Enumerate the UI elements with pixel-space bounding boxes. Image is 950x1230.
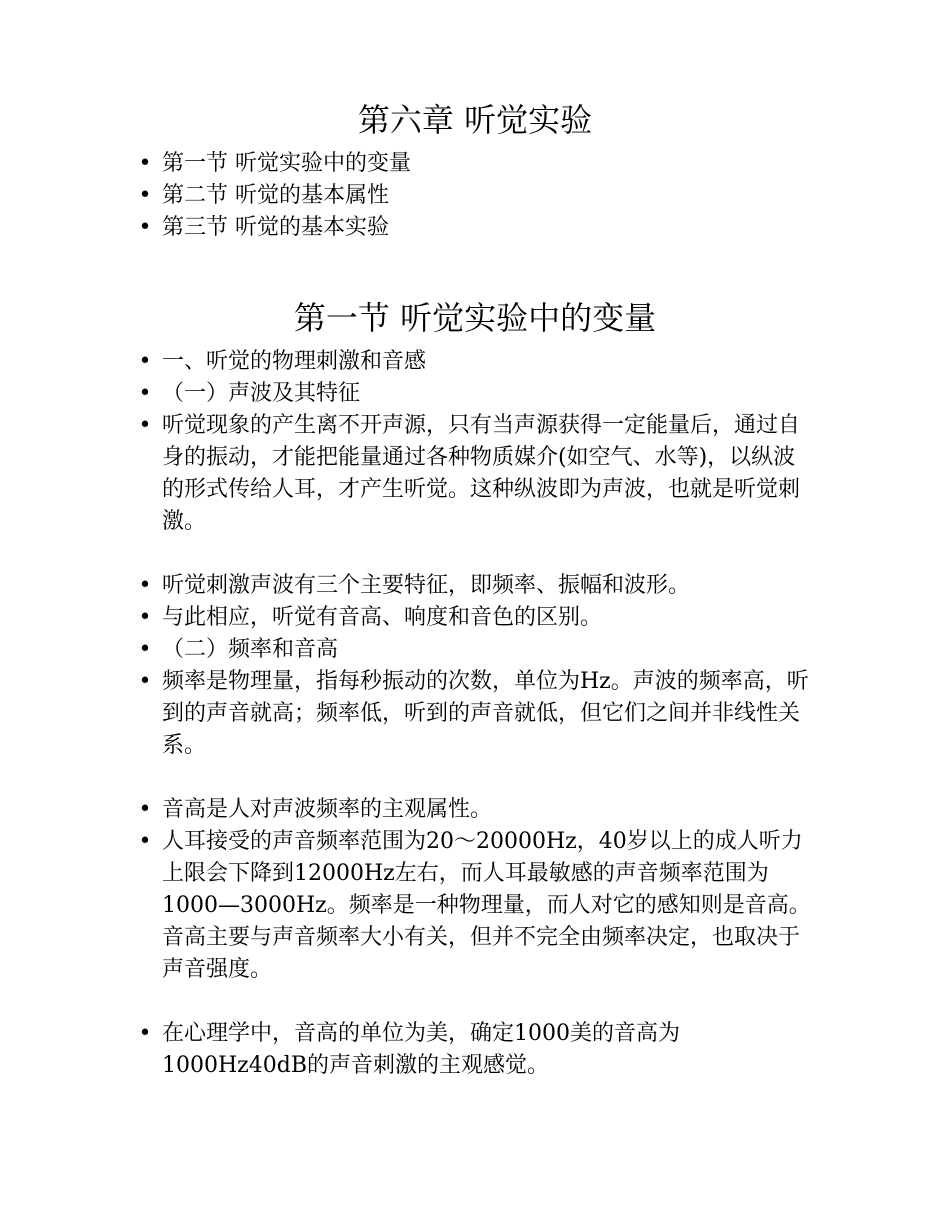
section-title: 第一节 听觉实验中的变量 bbox=[293, 299, 657, 337]
toc-item bbox=[0, 180, 812, 212]
list-item bbox=[0, 346, 812, 378]
toc-item bbox=[0, 212, 812, 244]
list-item bbox=[0, 570, 812, 602]
toc-item-text: 第三节 听觉的基本实验 bbox=[162, 215, 389, 240]
list-item-text: 与此相应，听觉有音高、响度和音色的区别。 bbox=[162, 605, 603, 630]
bullet-icon: • bbox=[138, 349, 152, 374]
list-item bbox=[0, 634, 812, 666]
list-item bbox=[0, 794, 812, 826]
bullet-icon: • bbox=[138, 215, 152, 240]
toc-item bbox=[0, 148, 812, 180]
list-item bbox=[0, 666, 812, 762]
list-item-text: 在心理学中，音高的单位为美，确定1000美的音高为1000Hz40dB的声音刺激的主观感觉。 bbox=[162, 1021, 680, 1078]
list-item-text: （一）声波及其特征 bbox=[162, 381, 361, 406]
list-item bbox=[0, 378, 812, 410]
list-item bbox=[0, 410, 812, 538]
list-item-text: （二）频率和音高 bbox=[162, 637, 339, 662]
toc-item-text: 第二节 听觉的基本属性 bbox=[162, 183, 389, 208]
list-item-text: 听觉现象的产生离不开声源，只有当声源获得一定能量后，通过自身的振动，才能把能量通过各种物质媒介(如空气、水等)，以纵波的形式传给人耳，才产生听觉。这种纵波即为声波，也就是听觉刺激。 bbox=[162, 413, 801, 534]
list-item bbox=[0, 826, 812, 986]
list-item-text: 频率是物理量，指每秒振动的次数，单位为Hz。声波的频率高，听到的声音就高；频率低，听到的声音就低，但它们之间并非线性关系。 bbox=[162, 669, 809, 758]
bullet-icon: • bbox=[138, 797, 152, 822]
list-item-text: 音高是人对声波频率的主观属性。 bbox=[162, 797, 493, 822]
bullet-icon: • bbox=[138, 573, 152, 598]
list-item bbox=[0, 602, 812, 634]
bullet-icon: • bbox=[138, 637, 152, 662]
table-of-contents bbox=[0, 148, 812, 244]
list-item-text: 人耳接受的声音频率范围为20～20000Hz，40岁以上的成人听力上限会下降到12000Hz左右，而人耳最敏感的声音频率范围为1000—3000Hz。频率是一种物理量，而人对它的感知则是音高。音高主要与声音频率大小有关，但并不完全由频率决定，也取决于声音强度。 bbox=[162, 829, 811, 982]
bullet-icon: • bbox=[138, 183, 152, 208]
bullet-icon: • bbox=[138, 151, 152, 176]
list-item bbox=[0, 1018, 812, 1082]
list-item-text: 一、听觉的物理刺激和音感 bbox=[162, 349, 427, 374]
bullet-icon: • bbox=[138, 829, 152, 854]
chapter-title: 第六章 听觉实验 bbox=[357, 101, 593, 139]
bullet-icon: • bbox=[138, 605, 152, 630]
section-content-list bbox=[0, 346, 812, 1082]
bullet-icon: • bbox=[138, 1021, 152, 1046]
list-item-text: 听觉刺激声波有三个主要特征，即频率、振幅和波形。 bbox=[162, 573, 691, 598]
bullet-icon: • bbox=[138, 413, 152, 438]
bullet-icon: • bbox=[138, 381, 152, 406]
bullet-icon: • bbox=[138, 669, 152, 694]
toc-item-text: 第一节 听觉实验中的变量 bbox=[162, 151, 411, 176]
